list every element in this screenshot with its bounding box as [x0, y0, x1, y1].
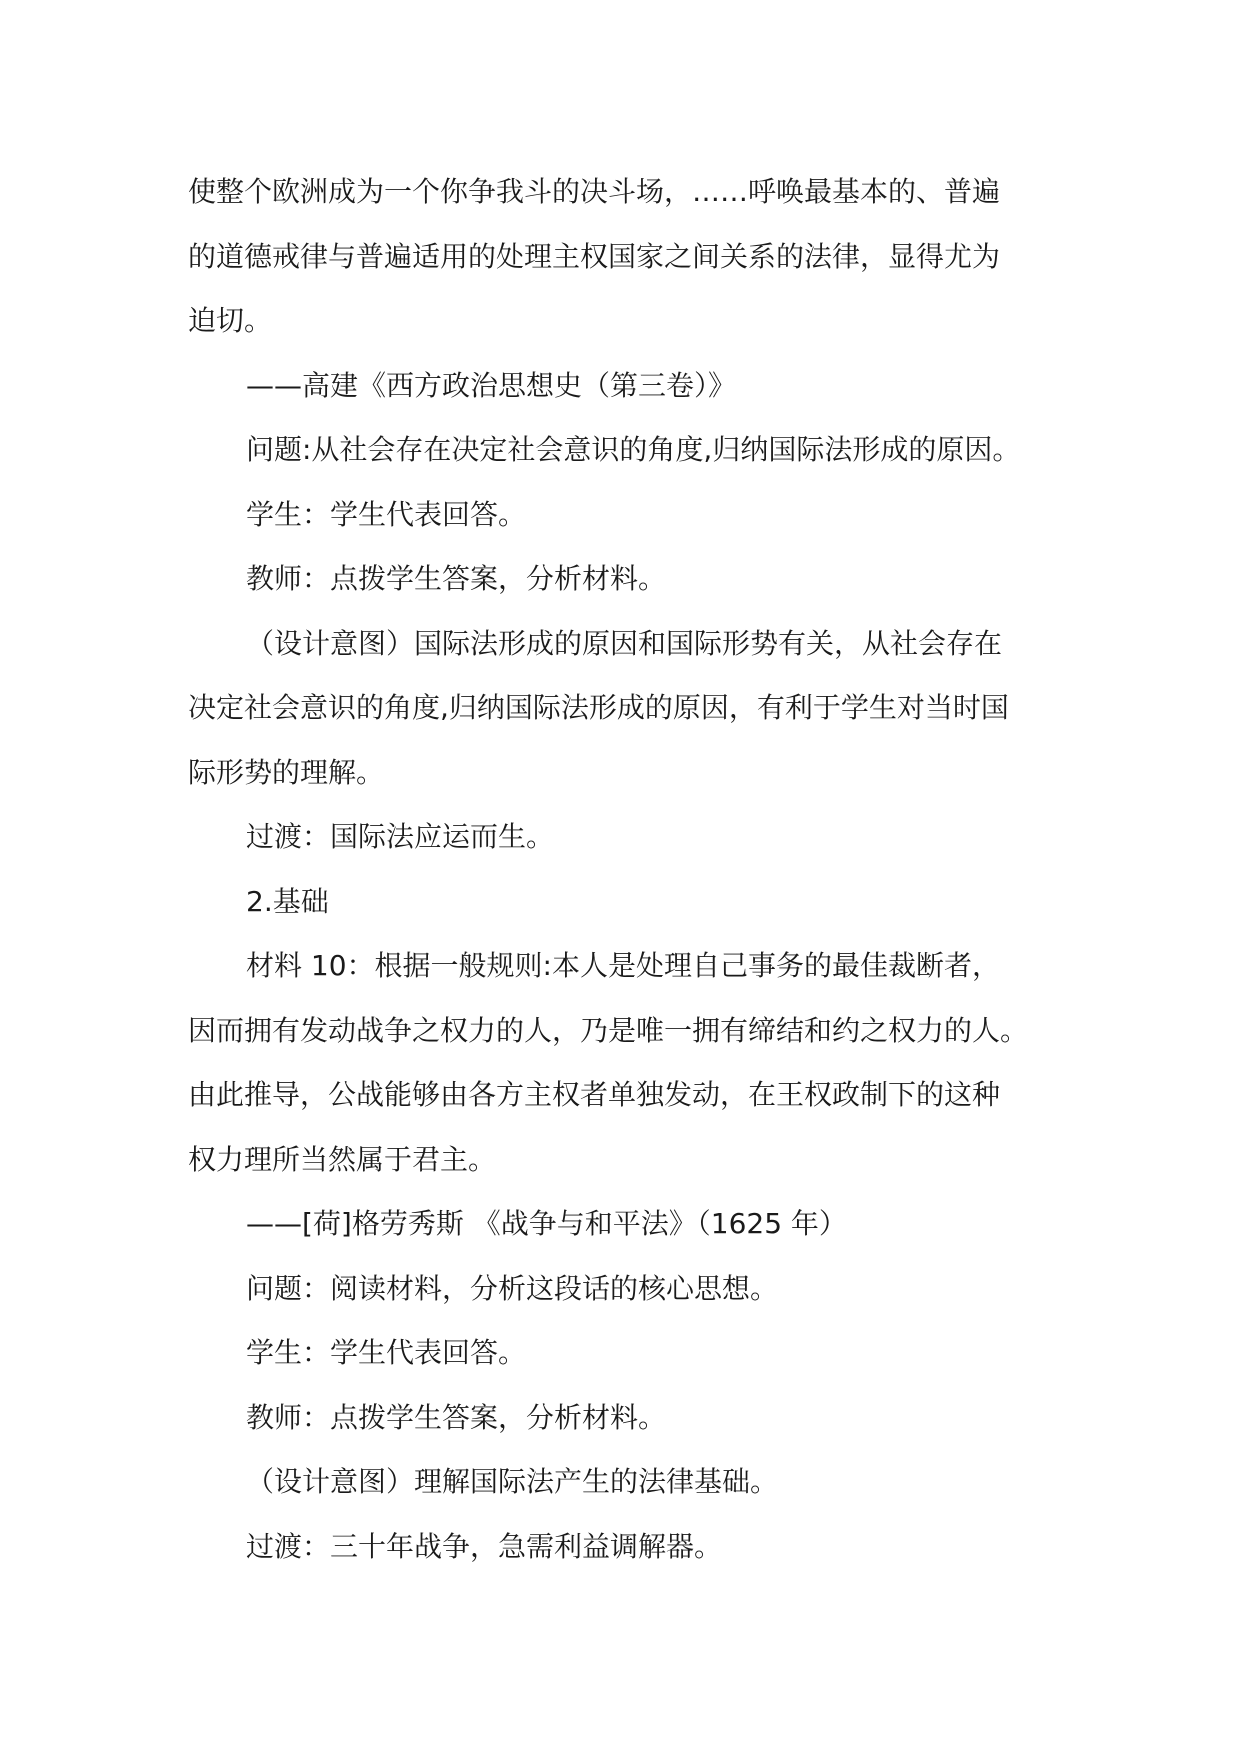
student-line: 学生：学生代表回答。 [246, 497, 527, 531]
transition-line: 过渡：国际法应运而生。 [246, 820, 555, 853]
text-line: 因而拥有发动战争之权力的人，乃是唯一拥有缔结和约之权力的人。 [188, 1013, 1029, 1047]
citation-line: ——高建《西方政治思想史（第三卷）》 [246, 368, 737, 402]
transition-line: 过渡：三十年战争，急需利益调解器。 [246, 1529, 723, 1563]
teacher-line: 教师：点拨学生答案，分析材料。 [246, 562, 667, 595]
text-line: 际形势的理解。 [188, 755, 385, 789]
text-line: 由此推导，公战能够由各方主权者单独发动，在王权政制下的这种 [188, 1078, 1001, 1111]
text-line: 迫切。 [188, 304, 273, 337]
text-line: 使整个欧洲成为一个你争我斗的决斗场，……呼唤最基本的、普遍 [188, 175, 1001, 208]
text-line: 权力理所当然属于君主。 [188, 1142, 497, 1176]
citation-line: ——[荷]格劳秀斯 《战争与和平法》（1625 年） [246, 1207, 847, 1240]
design-intent-line: （设计意图）国际法形成的原因和国际形势有关，从社会存在 [246, 626, 1003, 660]
document-page [188, 160, 1068, 1579]
student-line: 学生：学生代表回答。 [246, 1336, 527, 1369]
question-line: 问题：阅读材料，分析这段话的核心思想。 [246, 1271, 779, 1305]
text-line: 决定社会意识的角度,归纳国际法形成的原因，有利于学生对当时国 [188, 691, 1009, 724]
section-heading: 2.基础 [246, 884, 329, 918]
design-intent-line: （设计意图）理解国际法产生的法律基础。 [246, 1465, 779, 1498]
text-line: 的道德戒律与普遍适用的处理主权国家之间关系的法律，显得尤为 [188, 239, 1001, 273]
teacher-line: 教师：点拨学生答案，分析材料。 [246, 1400, 667, 1434]
question-line: 问题:从社会存在决定社会意识的角度,归纳国际法形成的原因。 [246, 433, 1021, 466]
material-line: 材料 10：根据一般规则:本人是处理自己事务的最佳裁断者， [246, 949, 1000, 982]
